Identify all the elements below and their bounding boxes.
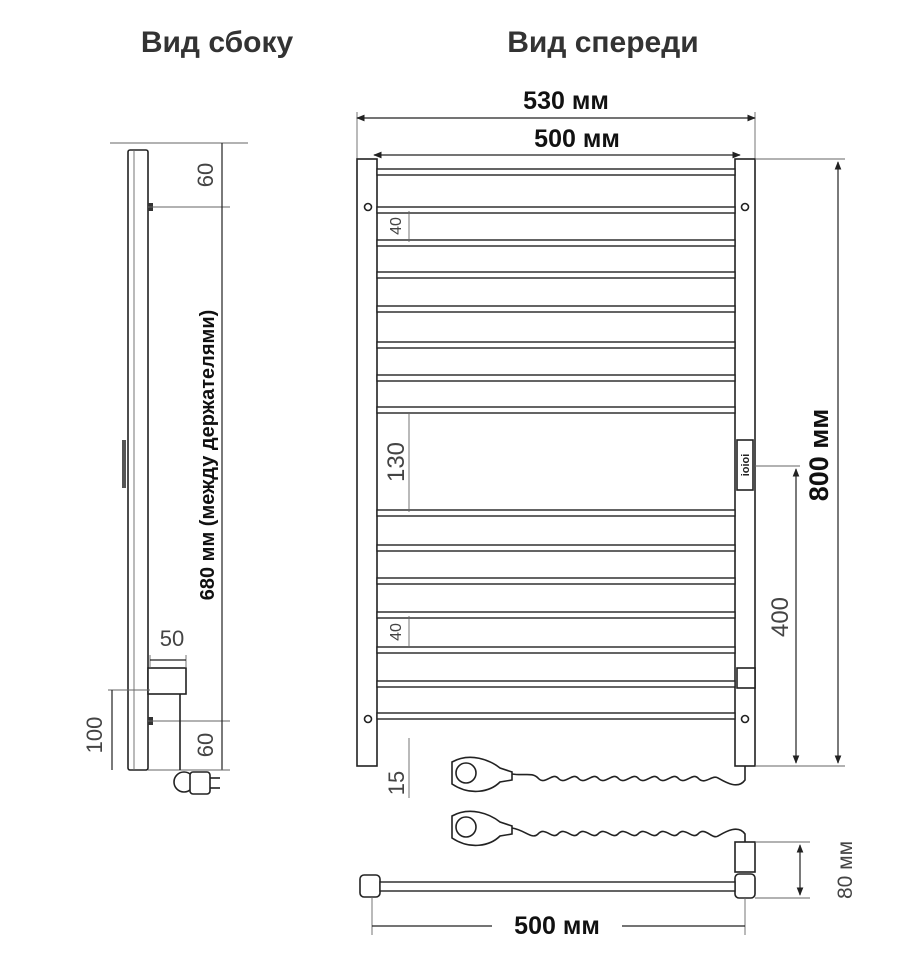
rail-spacing-bottom: 40 [388,623,405,641]
top-spiral-cable [512,828,745,848]
side-top-offset: 60 [193,162,218,188]
front-overall-width: 530 мм [523,87,609,115]
side-bottom-offset: 60 [193,732,218,758]
side-view [82,143,248,794]
mount-hole [742,204,749,211]
heater-box [737,668,755,688]
mount-hole [742,716,749,723]
side-bottom-height: 100 [82,716,107,754]
front-spiral-cable [512,766,745,785]
top-heater-box [735,842,755,872]
top-left-holder [360,875,380,897]
front-view [357,87,845,798]
bottom-offset: 15 [384,770,409,796]
rail-gap-middle: 130 [383,441,410,483]
rail-spacing-top: 40 [388,217,405,235]
side-mark [122,440,126,488]
left-vertical-post [357,159,377,766]
side-vertical-tube [128,150,148,770]
front-height: 800 мм [804,408,834,502]
top-width: 500 мм [514,912,600,940]
front-view-title: Вид спереди [507,26,699,59]
front-inner-width: 500 мм [534,125,620,153]
top-depth: 80 мм [834,840,857,900]
mount-hole [365,204,372,211]
side-view-title: Вид сбоку [140,26,294,59]
top-right-holder [735,874,755,898]
side-plug-icon [190,772,210,794]
rails [377,169,735,719]
socket-height: 400 [767,596,794,638]
side-depth: 50 [159,626,185,651]
side-holder-distance: 680 мм (между держателями) [197,309,219,601]
mount-hole [365,716,372,723]
power-switch-label: ioioi [740,453,752,477]
side-heater-box [148,668,186,694]
top-view [360,811,857,942]
top-rail [380,882,735,891]
